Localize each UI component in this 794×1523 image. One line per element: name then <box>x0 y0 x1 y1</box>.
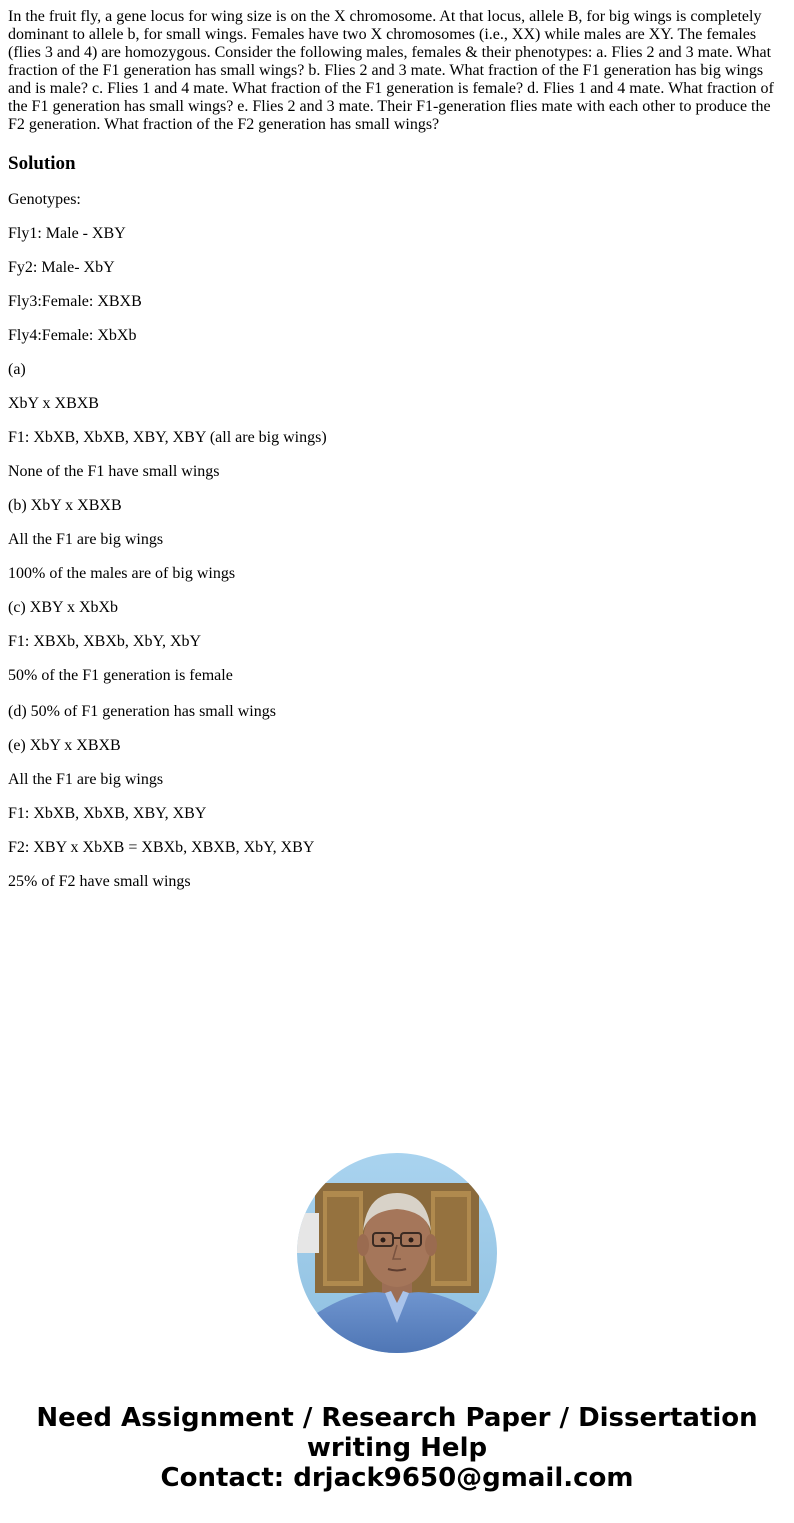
solution-line: Fly3:Female: XBXB <box>8 293 142 310</box>
solution-heading: Solution <box>8 153 76 174</box>
solution-line: F1: XBXb, XBXb, XbY, XbY <box>8 633 202 650</box>
solution-line: (d) 50% of F1 generation has small wings <box>8 703 276 720</box>
solution-line: F1: XbXB, XbXB, XBY, XBY (all are big wings) <box>8 429 327 446</box>
solution-line: F1: XbXB, XbXB, XBY, XBY <box>8 805 207 822</box>
solution-line: 100% of the males are of big wings <box>8 565 236 582</box>
solution-line: (e) XbY x XBXB <box>8 737 121 754</box>
solution-line: Genotypes: <box>8 191 81 208</box>
solution-line: F2: XBY x XbXB = XBXb, XBXB, XbY, XBY <box>8 839 315 856</box>
solution-line: None of the F1 have small wings <box>8 463 220 480</box>
solution-line: Fly1: Male - XBY <box>8 225 126 242</box>
solution-line: 25% of F2 have small wings <box>8 873 191 890</box>
solution-line: (a) <box>8 361 26 378</box>
solution-line: All the F1 are big wings <box>8 771 164 788</box>
promo-line-2: writing Help <box>306 1433 488 1463</box>
solution-line: XbY x XBXB <box>8 395 99 412</box>
promo-footer <box>0 1403 794 1493</box>
document-page <box>8 8 786 907</box>
solution-line: All the F1 are big wings <box>8 531 164 548</box>
author-avatar <box>297 1153 497 1353</box>
solution-line: Fy2: Male- XbY <box>8 259 115 276</box>
contact-line: Contact: drjack9650@gmail.com <box>160 1463 634 1493</box>
solution-body <box>8 191 786 891</box>
question-text: In the fruit fly, a gene locus for wing size is on the X chromosome. At that locus, allele B, for big wings is completely dominant to allele b, for small wings. Females have two X chromosomes (i.e., XX) while males are XY. The females (flies 3 and 4) are homozygous. Consider the following males, females & their phenotypes: a. Flies 2 and 3 mate. What fraction of the F1 generation has small wings? b. Flies 2 and 3 mate. What fraction of the F1 generation has big wings and is male? c. Flies 1 and 4 mate. What fraction of the F1 generation is female? d. Flies 1 and 4 mate. What fraction of the F1 generation has small wings? e. Flies 2 and 3 mate. Their F1-generation flies mate with each other to produce the F2 generation. What fraction of the F2 generation has small wings? <box>8 8 774 133</box>
author-photo <box>297 1153 497 1353</box>
solution-line: (c) XBY x XbXb <box>8 599 119 616</box>
solution-line: (b) XbY x XBXB <box>8 497 122 514</box>
solution-line: 50% of the F1 generation is female <box>8 667 233 684</box>
promo-line-1: Need Assignment / Research Paper / Dissertation <box>36 1403 758 1433</box>
solution-line: Fly4:Female: XbXb <box>8 327 137 344</box>
